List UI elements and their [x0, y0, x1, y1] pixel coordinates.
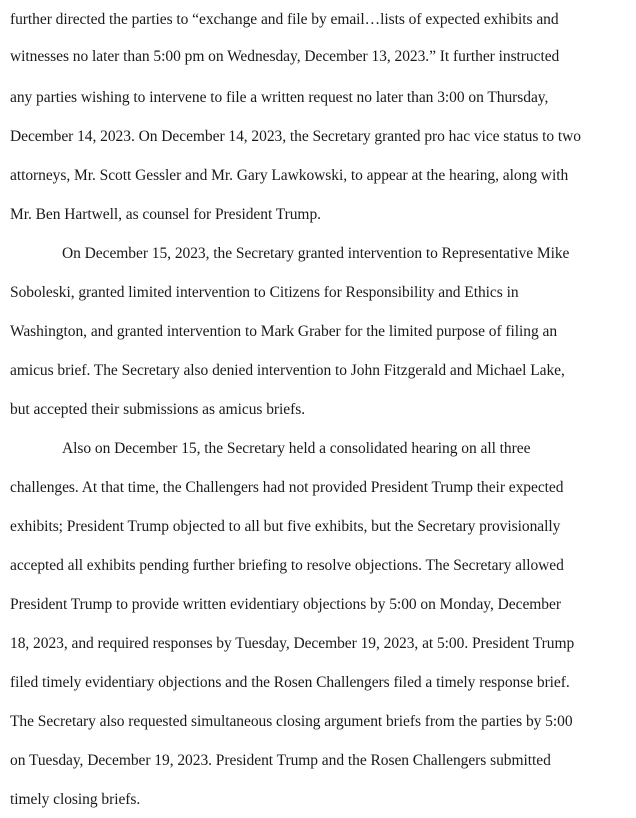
text-line: challenges. At that time, the Challengers had not provided President Trump their expected	[10, 479, 564, 496]
text-line: On December 15, 2023, the Secretary granted intervention to Representative Mike	[62, 245, 570, 262]
text-line: accepted all exhibits pending further briefing to resolve objections. The Secretary allowed	[10, 557, 564, 574]
text-line: witnesses no later than 5:00 pm on Wednesday, December 13, 2023.” It further instructed	[10, 48, 560, 65]
text-line: President Trump to provide written evidentiary objections by 5:00 on Monday, December	[10, 596, 561, 613]
text-line: exhibits; President Trump objected to all but five exhibits, but the Secretary provisionally	[10, 518, 561, 535]
text-line: Washington, and granted intervention to Mark Graber for the limited purpose of filing an	[10, 323, 558, 340]
text-line: Soboleski, granted limited intervention to Citizens for Responsibility and Ethics in	[10, 284, 519, 301]
text-line: attorneys, Mr. Scott Gessler and Mr. Gary Lawkowski, to appear at the hearing, along with	[10, 167, 569, 184]
text-line: on Tuesday, December 19, 2023. President Trump and the Rosen Challengers submitted	[10, 752, 551, 769]
text-line: further directed the parties to “exchange and file by email…lists of expected exhibits and	[10, 11, 559, 28]
text-line: Mr. Ben Hartwell, as counsel for President Trump.	[10, 206, 321, 223]
text-line: December 14, 2023. On December 14, 2023, the Secretary granted pro hac vice status to two	[10, 128, 582, 145]
text-line: The Secretary also requested simultaneous closing argument briefs from the parties by 5:00	[10, 713, 573, 730]
text-line: but accepted their submissions as amicus briefs.	[10, 401, 306, 418]
text-line: amicus brief. The Secretary also denied intervention to John Fitzgerald and Michael Lake,	[10, 362, 565, 379]
text-line: Also on December 15, the Secretary held a consolidated hearing on all three	[62, 440, 531, 457]
text-line: filed timely evidentiary objections and the Rosen Challengers filed a timely response brief.	[10, 674, 570, 691]
text-line: any parties wishing to intervene to file a written request no later than 3:00 on Thursday,	[10, 89, 549, 106]
text-line: 18, 2023, and required responses by Tuesday, December 19, 2023, at 5:00. President Trump	[10, 635, 575, 652]
text-line: timely closing briefs.	[10, 791, 141, 808]
